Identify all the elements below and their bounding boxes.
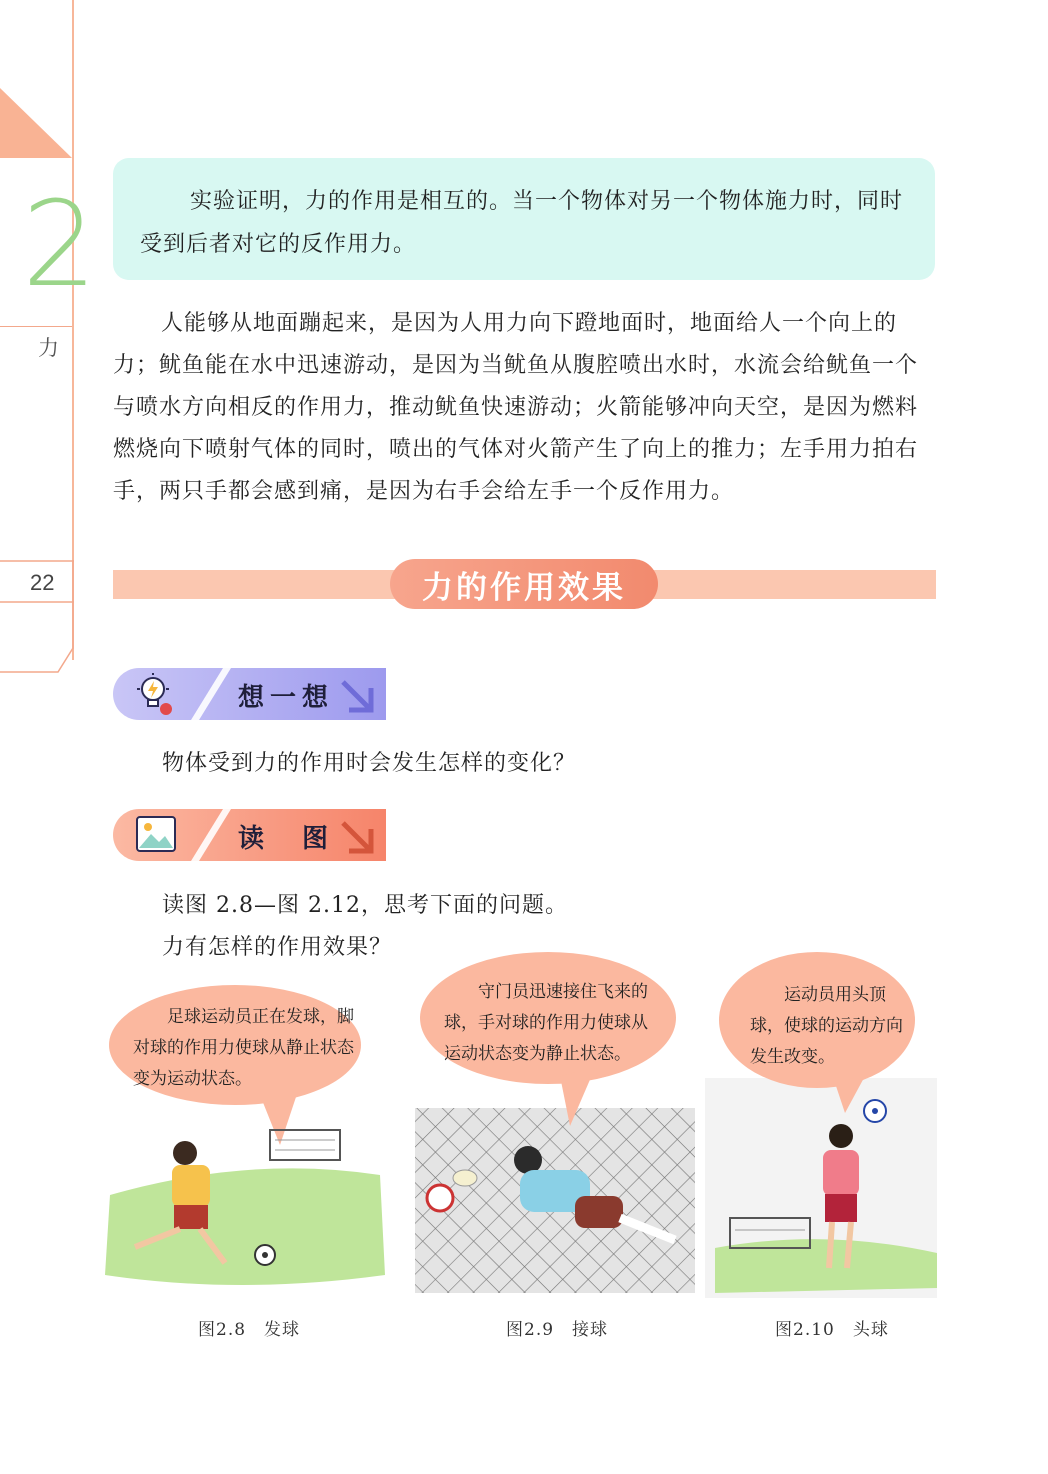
body-paragraph: 人能够从地面蹦起来，是因为人用力向下蹬地面时，地面给人一个向上的力；鱿鱼能在水中迅速游动，是因为当鱿鱼从腹腔喷出水时，水流会给鱿鱼一个与喷水方向相反的作用力，推动鱿鱼快速游动；火箭能够冲向天空，是因为燃料燃烧向下喷射气体的同时，喷出的气体对火箭产生了向上的推力；左手用力拍右手，两只手都会感到痛，是因为右手会给左手一个反作用力。 xyxy=(113,311,919,504)
chapter-corner-triangle xyxy=(0,0,74,160)
read-figure-label: 读 图 xyxy=(238,824,335,854)
figure-header-bubble-text: 运动员用头顶球，使球的运动方向发生改变。 xyxy=(750,985,903,1067)
chapter-title: 力 xyxy=(38,336,59,360)
read-figure-question: 力有怎样的作用效果？ xyxy=(162,935,393,960)
key-point-text: 实验证明，力的作用是相互的。当一个物体对另一个物体施力时，同时受到后者对它的反作用力。 xyxy=(140,189,904,257)
figure-catch-caption: 图2.9 接球 xyxy=(506,1320,609,1340)
figure-kickoff-caption: 图2.8 发球 xyxy=(198,1320,301,1340)
chapter-divider xyxy=(0,326,72,327)
read-figure-instruction: 读图 2.8—图 2.12，思考下面的问题。 xyxy=(162,893,568,918)
read-figure-tag xyxy=(113,809,386,861)
figure-catch-bubble-text: 守门员迅速接住飞来的球，手对球的作用力使球从运动状态变为静止状态。 xyxy=(444,982,648,1064)
picture-icon xyxy=(135,815,177,855)
think-question: 物体受到力的作用时会发生怎样的变化？ xyxy=(162,751,577,776)
figure-header-caption: 图2.10 头球 xyxy=(775,1320,889,1340)
page-number: 22 xyxy=(30,570,55,595)
lightbulb-icon xyxy=(135,672,179,718)
think-tag xyxy=(113,668,386,720)
chapter-number: 2 xyxy=(22,175,98,313)
figure-kickoff-bubble-text: 足球运动员正在发球，脚对球的作用力使球从静止状态变为运动状态。 xyxy=(133,1007,354,1089)
think-label: 想一想 xyxy=(238,683,335,713)
section-title: 力的作用效果 xyxy=(422,570,626,606)
